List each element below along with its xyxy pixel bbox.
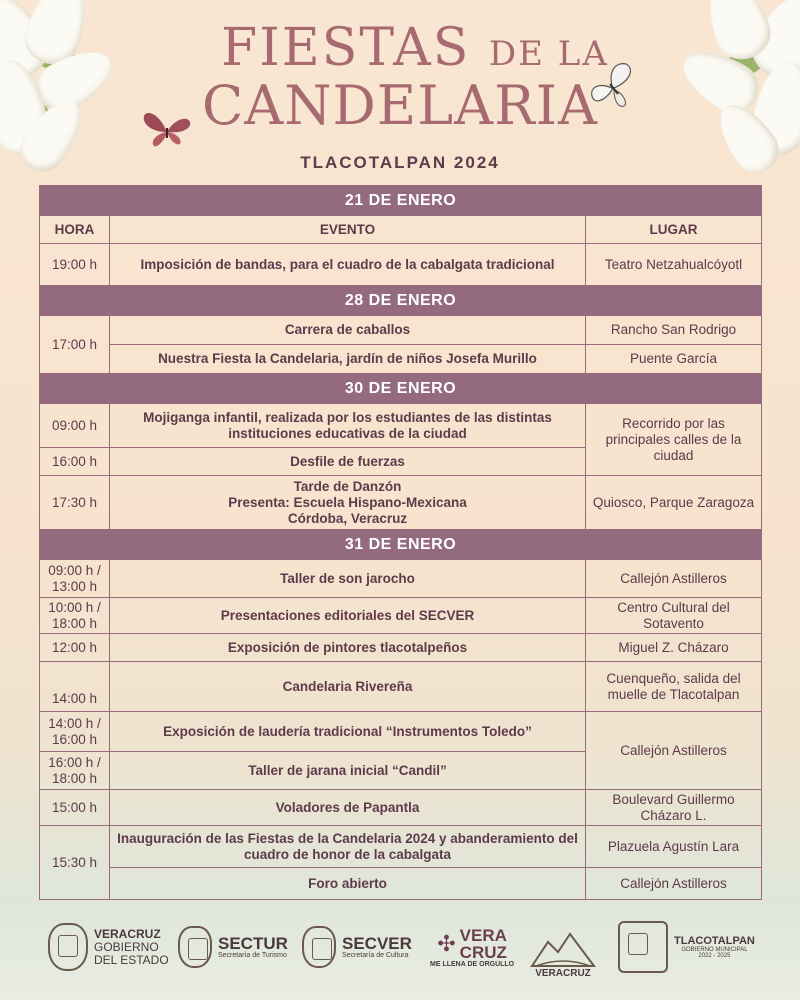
logo-subtext: Secretaría de Turismo [218, 951, 287, 959]
date-header-21 [40, 186, 762, 216]
state-seal-icon [48, 923, 88, 971]
hora-cell: 15:30 h [40, 826, 110, 900]
hora-cell: 14:00 h [40, 662, 110, 712]
hora-cell: 09:00 h [40, 404, 110, 448]
table-row [40, 826, 762, 868]
lugar-cell: Callejón Astilleros [586, 560, 762, 598]
veracruz-gobierno-logo [48, 915, 169, 979]
evento-cell: Exposición de pintores tlacotalpeños [110, 634, 586, 662]
lugar-cell: Callejón Astilleros [586, 868, 762, 900]
municipal-seal-icon [618, 921, 668, 973]
column-lugar: LUGAR [586, 216, 762, 244]
evento-cell: Exposición de laudería tradicional “Instrumentos Toledo” [110, 712, 586, 752]
table-row [40, 868, 762, 900]
sectur-logo [178, 915, 288, 979]
evento-line: Tarde de Danzón [293, 478, 402, 494]
table-row [40, 560, 762, 598]
lugar-cell: Plazuela Agustín Lara [586, 826, 762, 868]
sponsor-logos [0, 915, 800, 985]
table-row [40, 404, 762, 448]
hora-cell: 17:00 h [40, 316, 110, 374]
logo-subtext: 2022 - 2025 [698, 953, 731, 959]
state-seal-icon [178, 926, 212, 968]
column-headers [40, 216, 762, 244]
date-label: 28 DE ENERO [40, 286, 762, 316]
date-label: 30 DE ENERO [40, 374, 762, 404]
table-row [40, 662, 762, 712]
lugar-cell: Recorrido por las principales calles de la ciudad [586, 404, 762, 476]
evento-cell: Imposición de bandas, para el cuadro de la cabalgata tradicional [110, 244, 586, 286]
evento-cell: Mojiganga infantil, realizada por los estudiantes de las distintas instituciones educativas de la ciudad [110, 404, 586, 448]
hora-cell: 16:00 h [40, 448, 110, 476]
lugar-cell: Miguel Z. Cházaro [586, 634, 762, 662]
logo-text: DEL ESTADO [94, 952, 169, 967]
logo-text: TLACOTALPAN [674, 935, 755, 947]
evento-line: Presenta: Escuela Hispano-Mexicana [228, 494, 467, 510]
date-header-31 [40, 530, 762, 560]
evento-cell: Candelaria Rivereña [110, 662, 586, 712]
logo-text: SECVER [342, 933, 412, 953]
logo-subtext: ME LLENA DE ORGULLO [430, 960, 515, 968]
evento-cell: Voladores de Papantla [110, 790, 586, 826]
evento-cell: Nuestra Fiesta la Candelaria, jardín de niños Josefa Murillo [110, 345, 586, 374]
hora-cell: 12:00 h [40, 634, 110, 662]
title-candelaria: CANDELARIA [201, 74, 599, 137]
evento-cell: Carrera de caballos [110, 316, 586, 345]
hora-cell: 15:00 h [40, 790, 110, 826]
date-label: 21 DE ENERO [40, 186, 762, 216]
lugar-cell: Boulevard Guillermo Cházaro L. [586, 790, 762, 826]
date-header-28 [40, 286, 762, 316]
evento-cell: Presentaciones editoriales del SECVER [110, 598, 586, 634]
logo-subtext: GOBIERNO MUNICIPAL [681, 947, 748, 953]
evento-cell: Taller de jarana inicial “Candil” [110, 752, 586, 790]
lugar-cell: Centro Cultural del Sotavento [586, 598, 762, 634]
state-seal-icon [302, 926, 336, 968]
subtitle: TLACOTALPAN 2024 [300, 153, 500, 172]
date-header-30 [40, 374, 762, 404]
table-row [40, 790, 762, 826]
table-row [40, 634, 762, 662]
evento-cell: Foro abierto [110, 868, 586, 900]
veracruz-badge-logo [528, 915, 598, 979]
lugar-cell: Teatro Netzahualcóyotl [586, 244, 762, 286]
table-row [40, 598, 762, 634]
table-row [40, 712, 762, 752]
pattern-icon: ✣ [437, 930, 456, 956]
hora-cell: 16:00 h / 18:00 h [40, 752, 110, 790]
logo-subtext: Secretaría de Cultura [342, 951, 409, 959]
table-row [40, 476, 762, 530]
logo-text: GOBIERNO [94, 939, 159, 954]
festival-title [0, 18, 800, 137]
mountain-badge-icon [528, 928, 598, 968]
logo-text: VERA [459, 925, 507, 945]
hora-cell: 09:00 h / 13:00 h [40, 560, 110, 598]
hora-cell: 10:00 h / 18:00 h [40, 598, 110, 634]
evento-line: Córdoba, Veracruz [287, 510, 408, 526]
hora-cell: 14:00 h / 16:00 h [40, 712, 110, 752]
lugar-cell: Callejón Astilleros [586, 712, 762, 790]
title-de-la: DE LA [488, 34, 609, 74]
logo-text: VERACRUZ [535, 968, 591, 979]
date-label: 31 DE ENERO [40, 530, 762, 560]
evento-cell: Inauguración de las Fiestas de la Candelaria 2024 y abanderamiento del cuadro de honor de la cabalgata [110, 826, 586, 868]
lugar-cell: Puente García [586, 345, 762, 374]
lugar-cell: Cuenqueño, salida del muelle de Tlacotalpan [586, 662, 762, 712]
evento-cell [110, 476, 586, 530]
table-row [40, 345, 762, 374]
veracruz-brand-logo [430, 915, 514, 979]
table-row [40, 316, 762, 345]
title-fiestas: FIESTAS [221, 18, 471, 78]
evento-cell: Desfile de fuerzas [110, 448, 586, 476]
evento-cell: Taller de son jarocho [110, 560, 586, 598]
hora-cell: 17:30 h [40, 476, 110, 530]
column-evento: EVENTO [110, 216, 586, 244]
tlacotalpan-logo [618, 915, 755, 979]
logo-text: CRUZ [459, 942, 507, 962]
column-hora: HORA [40, 216, 110, 244]
schedule-table [39, 185, 762, 900]
logo-text: SECTUR [218, 933, 288, 953]
logo-text: VERACRUZ [94, 926, 161, 941]
secver-logo [302, 915, 412, 979]
table-row [40, 244, 762, 286]
lugar-cell: Rancho San Rodrigo [586, 316, 762, 345]
hora-cell: 19:00 h [40, 244, 110, 286]
lugar-cell: Quiosco, Parque Zaragoza [586, 476, 762, 530]
